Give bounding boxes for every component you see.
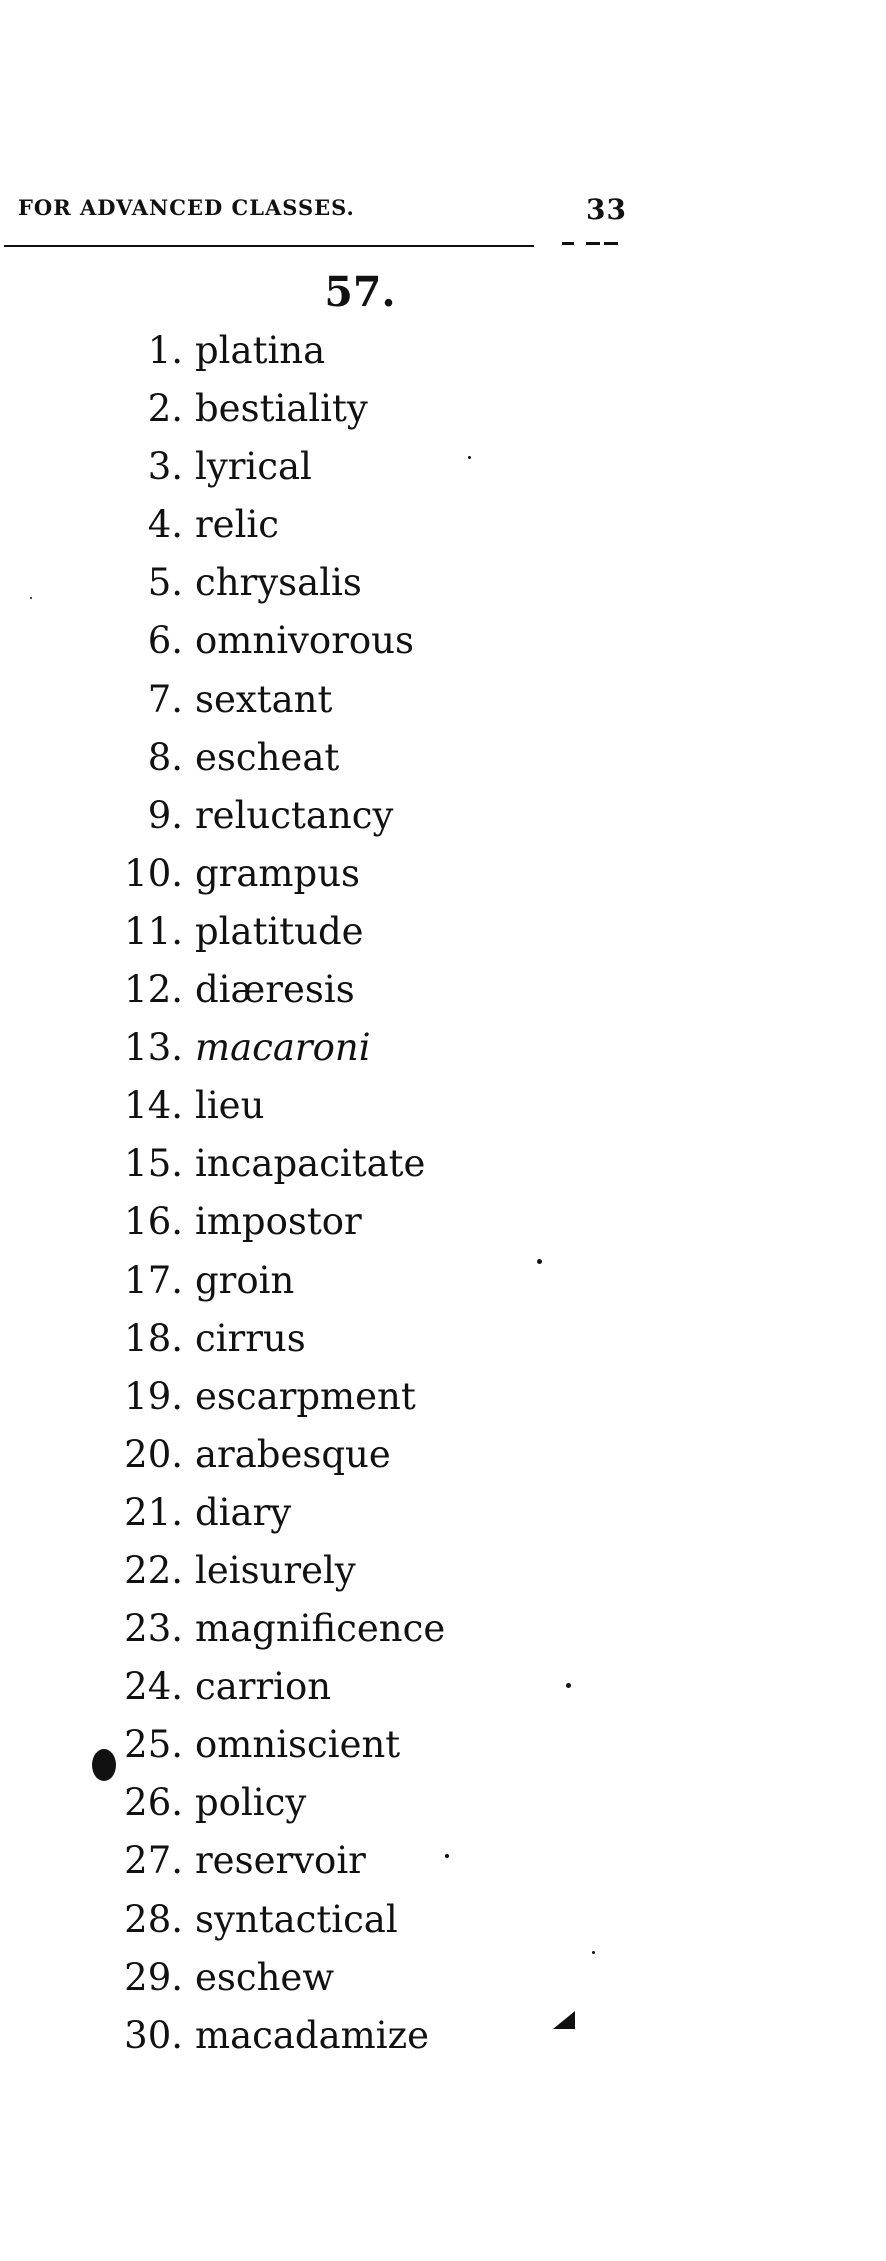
item-word: reluctancy xyxy=(195,793,394,837)
item-number: 3. xyxy=(147,445,183,489)
ink-blot xyxy=(553,2011,575,2029)
item-word: omniscient xyxy=(195,1723,401,1767)
list-item xyxy=(0,1426,445,1484)
list-item xyxy=(0,1600,445,1658)
item-word: arabesque xyxy=(195,1432,391,1476)
list-item xyxy=(0,322,445,380)
item-word: syntactical xyxy=(195,1897,398,1941)
ink-speck xyxy=(30,597,32,599)
item-word: carrion xyxy=(195,1665,332,1709)
item-number: 16. xyxy=(124,1200,183,1244)
list-item xyxy=(0,1542,445,1600)
item-number: 14. xyxy=(124,1084,183,1128)
item-number: 19. xyxy=(124,1374,183,1418)
ink-speck xyxy=(592,1951,595,1954)
item-word: macadamize xyxy=(195,2013,429,2057)
header-rule xyxy=(4,245,534,247)
list-item xyxy=(0,845,445,903)
list-item xyxy=(0,1774,445,1832)
list-item xyxy=(0,496,445,554)
header-rule-dash xyxy=(604,242,618,245)
item-number: 1. xyxy=(147,329,183,372)
ink-speck xyxy=(468,456,471,459)
list-item xyxy=(0,380,445,438)
item-word: impostor xyxy=(195,1200,362,1244)
item-word: diary xyxy=(195,1490,292,1534)
item-word: platitude xyxy=(195,909,364,953)
item-word: reservoir xyxy=(195,1839,366,1883)
item-number: 29. xyxy=(124,1955,183,1999)
list-item xyxy=(0,612,445,670)
item-number: 2. xyxy=(147,387,183,431)
list-item xyxy=(0,2007,445,2065)
item-word: groin xyxy=(195,1258,295,1302)
item-number: 30. xyxy=(124,2013,183,2057)
item-number: 26. xyxy=(124,1781,183,1825)
item-word: escarpment xyxy=(195,1374,416,1418)
item-number: 6. xyxy=(147,619,183,663)
item-word: incapacitate xyxy=(195,1142,426,1186)
item-number: 9. xyxy=(147,793,183,837)
item-word: lyrical xyxy=(195,445,312,489)
list-item xyxy=(0,554,445,612)
item-word: magnificence xyxy=(195,1607,446,1651)
item-number: 13. xyxy=(124,1026,183,1070)
section-number: 57. xyxy=(324,268,396,316)
list-item xyxy=(0,903,445,961)
item-number: 8. xyxy=(147,735,183,779)
item-number: 25. xyxy=(124,1723,183,1767)
item-number: 4. xyxy=(147,503,183,547)
list-item xyxy=(0,438,445,496)
item-word: leisurely xyxy=(195,1548,356,1592)
item-word: lieu xyxy=(195,1084,265,1128)
item-word: bestiality xyxy=(195,387,368,431)
item-word: diæresis xyxy=(195,968,355,1012)
item-number: 12. xyxy=(124,968,183,1012)
ink-speck xyxy=(537,1259,542,1264)
list-item xyxy=(0,1252,445,1310)
item-word: omnivorous xyxy=(195,619,414,663)
list-item xyxy=(0,729,445,787)
list-item xyxy=(0,787,445,845)
header-rule-dash xyxy=(562,242,574,245)
list-item xyxy=(0,1658,445,1716)
list-item xyxy=(0,1135,445,1193)
item-number: 15. xyxy=(124,1142,183,1186)
item-word: relic xyxy=(195,503,279,547)
list-item xyxy=(0,671,445,729)
header-rule-dash xyxy=(586,242,600,245)
list-item xyxy=(0,1891,445,1949)
list-item xyxy=(0,1949,445,2007)
running-head xyxy=(18,193,627,235)
item-word: chrysalis xyxy=(195,561,362,605)
item-number: 7. xyxy=(147,677,183,721)
ink-speck xyxy=(566,1683,571,1688)
item-number: 17. xyxy=(124,1258,183,1302)
list-item xyxy=(0,1193,445,1251)
item-word: eschew xyxy=(195,1955,335,1999)
item-number: 21. xyxy=(124,1490,183,1534)
item-word: sextant xyxy=(195,677,333,721)
item-number: 23. xyxy=(124,1607,183,1651)
running-title: FOR ADVANCED CLASSES. xyxy=(18,195,355,220)
list-item xyxy=(0,1077,445,1135)
word-list xyxy=(0,322,445,2065)
item-number: 5. xyxy=(147,561,183,605)
list-item xyxy=(0,1310,445,1368)
item-number: 22. xyxy=(124,1548,183,1592)
list-item xyxy=(0,1484,445,1542)
item-number: 24. xyxy=(124,1665,183,1709)
item-number: 18. xyxy=(124,1316,183,1360)
list-item xyxy=(0,961,445,1019)
item-word: platina xyxy=(195,329,326,372)
item-number: 11. xyxy=(124,909,183,953)
item-number: 27. xyxy=(124,1839,183,1883)
ink-blot xyxy=(92,1749,116,1781)
item-word: cirrus xyxy=(195,1316,306,1360)
item-number: 20. xyxy=(124,1432,183,1476)
list-item xyxy=(0,1832,445,1890)
list-item xyxy=(0,1716,445,1774)
list-item xyxy=(0,1368,445,1426)
item-number: 28. xyxy=(124,1897,183,1941)
list-item xyxy=(0,1019,445,1077)
item-word: grampus xyxy=(195,851,361,895)
item-word: policy xyxy=(195,1781,307,1825)
page-number: 33 xyxy=(586,193,627,226)
item-word: macaroni xyxy=(195,1026,371,1070)
ink-speck xyxy=(445,1854,449,1858)
item-word: escheat xyxy=(195,735,340,779)
item-number: 10. xyxy=(124,851,183,895)
